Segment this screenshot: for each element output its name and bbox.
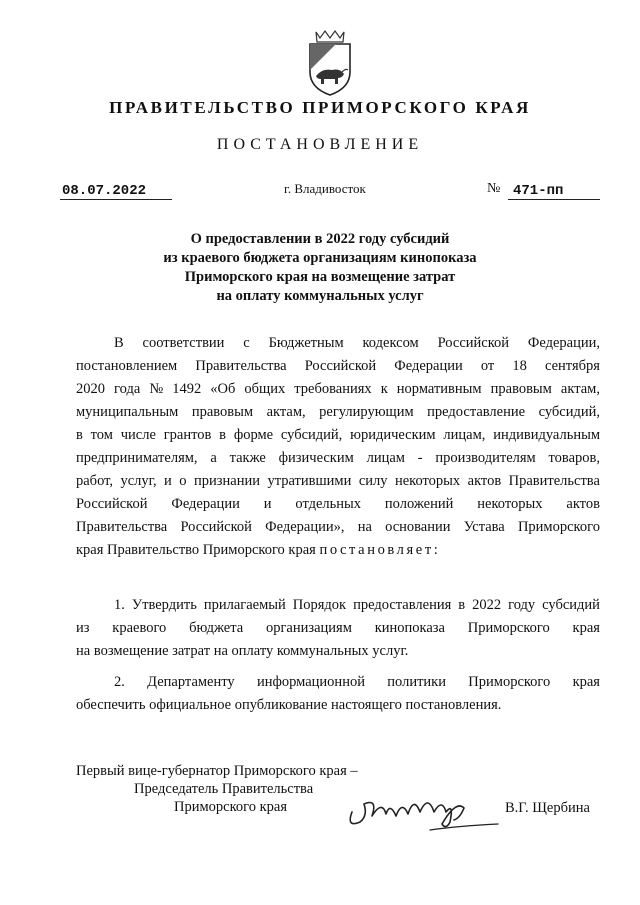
subject-line: О предоставлении в 2022 году субсидий <box>190 231 450 247</box>
number-sign: № <box>487 181 501 196</box>
signatory-position <box>76 762 358 816</box>
text-line: предпринимателям, а также физическим лицам - производителям товаров, <box>76 450 600 466</box>
position-line: Первый вице-губернатор Приморского края – <box>76 763 358 779</box>
subject-line: из краевого бюджета организациям кинопоказа <box>163 250 477 266</box>
text-line: работ, услуг, и о признании утратившими силу некоторых актов Правительства <box>76 473 600 489</box>
position-line: Приморского края <box>174 799 288 815</box>
position-line: Председатель Правительства <box>134 781 314 797</box>
preamble-paragraph <box>76 332 600 562</box>
city: г. Владивосток <box>284 181 366 196</box>
item-2-paragraph <box>76 671 600 717</box>
date-underline <box>60 199 172 200</box>
coat-of-arms-icon <box>300 28 360 98</box>
government-title: ПРАВИТЕЛЬСТВО ПРИМОРСКОГО КРАЯ <box>109 98 531 117</box>
text-line: в том числе грантов в форме субсидий, юридическим лицам, индивидуальным <box>76 427 600 443</box>
text-line: края Правительство Приморского края постановляет: <box>76 539 600 562</box>
document-number: 471-пп <box>513 183 564 199</box>
subject-line: Приморского края на возмещение затрат <box>184 269 456 285</box>
number-underline <box>508 199 600 200</box>
text-line: Правительства Российской Федерации», на основании Устава Приморского <box>76 519 600 535</box>
text-line: 2020 года № 1492 «Об общих требованиях к нормативным правовым актам, <box>76 381 600 397</box>
handwritten-signature <box>338 782 508 844</box>
text-line: 2. Департаменту информационной политики Приморского края <box>114 674 600 690</box>
resolves-word: постановляет: <box>319 542 441 558</box>
text-line: В соответствии с Бюджетным кодексом Российской Федерации, <box>114 335 600 351</box>
document-date: 08.07.2022 <box>62 183 147 199</box>
text-line: постановлением Правительства Российской Федерации от 18 сентября <box>76 358 600 374</box>
text-line: из краевого бюджета организациям кинопоказа Приморского края <box>76 620 600 636</box>
text-line: 1. Утвердить прилагаемый Порядок предоставления в 2022 году субсидий <box>114 597 600 613</box>
text-line: на возмещение затрат на оплату коммунальных услуг. <box>76 643 409 659</box>
subject-line: на оплату коммунальных услуг <box>216 288 424 304</box>
text-line: Российской Федерации и отдельных положений некоторых актов <box>76 496 600 512</box>
document-subject <box>0 230 640 306</box>
text-line: муниципальным правовым актам, регулирующим предоставление субсидий, <box>76 404 600 420</box>
document-type: ПОСТАНОВЛЕНИЕ <box>216 136 424 153</box>
item-1-paragraph <box>76 594 600 663</box>
text-line: обеспечить официальное опубликование настоящего постановления. <box>76 697 502 713</box>
signatory-name: В.Г. Щербина <box>505 800 590 816</box>
